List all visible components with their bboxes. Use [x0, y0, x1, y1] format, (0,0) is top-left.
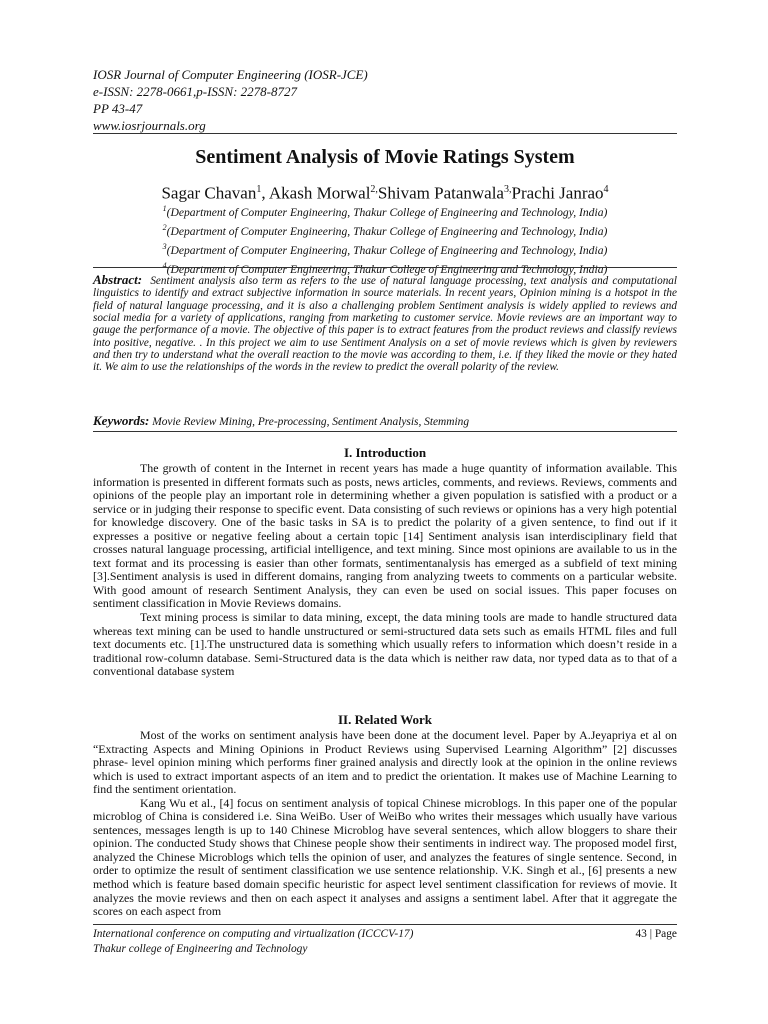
- related-work-body: [93, 729, 677, 919]
- author-superscript: 1: [256, 184, 262, 195]
- paragraph: Kang Wu et al., [4] focus on sentiment analysis of topical Chinese microblogs. In this paper one of the popular microblog of China is considered i.e. Sina WeiBo. User of WeiBo who writes their messages which usually have various sentences, messages length is up to 140 Chinese Microblog have several sentences, which allow bloggers to share their opinion. The conducted Study shows that Chinese people show their sentiments in indirect way. The proposed model first, analyzed the Chinese Microblogs which tells the opinion of user, and analyzes the features of single sentence. Second, in order to optimize the result of sentiment classification we use sentence relationship. V.K. Singh et al., [6] presents a new method which is feature based domain specific heuristic for aspect level sentiment classification for reviews of movie. It analyzes the movie reviews and then on each aspect it analyses and assigns a sentiment label. After that it aggregate the scores on each aspect from: [93, 795, 677, 919]
- footer-divider: [93, 924, 677, 925]
- affiliation-number: 2: [162, 222, 167, 232]
- author-name: Akash Morwal: [268, 183, 371, 203]
- author-name: Prachi Janrao: [511, 183, 604, 203]
- keywords-text: Movie Review Mining, Pre-processing, Sentiment Analysis, Stemming: [152, 416, 470, 428]
- affiliation-text: (Department of Computer Engineering, Thakur College of Engineering and Technology, India): [166, 224, 608, 238]
- affiliation: [93, 220, 677, 239]
- affiliation-text: (Department of Computer Engineering, Thakur College of Engineering and Technology, India): [166, 243, 608, 257]
- footer-conference: International conference on computing and virtualization (ICCCV-17): [93, 928, 414, 940]
- author-superscript: 3,: [503, 184, 512, 195]
- abstract-top-divider: [93, 267, 677, 268]
- journal-name: IOSR Journal of Computer Engineering (IOSR-JCE): [93, 67, 368, 82]
- affiliation-text: (Department of Computer Engineering, Thakur College of Engineering and Technology, India): [166, 262, 608, 276]
- affiliation: [93, 201, 677, 220]
- introduction-body: [93, 462, 677, 679]
- author-superscript: 4: [603, 184, 609, 195]
- author-superscript: 2,: [370, 184, 378, 195]
- paper-title: Sentiment Analysis of Movie Ratings System: [195, 146, 575, 168]
- journal-website: www.iosrjournals.org: [93, 118, 206, 133]
- author-name: Sagar Chavan: [161, 183, 257, 203]
- footer-college: Thakur college of Engineering and Technology: [93, 943, 308, 955]
- page-number: 43 | Page: [635, 928, 677, 940]
- affiliation-list: [93, 201, 677, 276]
- section-heading-related-work: II. Related Work: [337, 712, 432, 727]
- page-footer: [93, 927, 677, 957]
- keywords-block: [93, 413, 677, 430]
- journal-issn: e-ISSN: 2278-0661,p-ISSN: 2278-8727: [93, 84, 297, 99]
- paragraph: The growth of content in the Internet in recent years has made a huge quantity of information available. This information is presented in different formats such as posts, news articles, comments, and reviews. Reviews, comments and opinions of the people play an important role in determining whether a given population is satisfied with a product or a service or in judging their response to specific event. Data consisting of such reviews or opinions has a very high potential for knowledge discovery. One of the basic tasks in SA is to predict the polarity of a given sentence, to find out if it expresses a positive or negative feeling about a certain topic [14] Sentiment analysis isan interdisciplinary field that crosses natural language processing, artificial intelligence, and text mining. Since most opinions are available to us in the text format and its processing is easier than other formats, sentimentanalysis has emerged as a subfield of text mining [3].Sentiment analysis is used in different domains, ranging from analyzing tweets to comments on a particular website. With good amount of research Sentiment Analysis, they can even be used on social issues. This paper focuses on sentiment classification in Movie Reviews domains.: [93, 461, 677, 611]
- affiliation-text: (Department of Computer Engineering, Thakur College of Engineering and Technology, India): [166, 205, 608, 219]
- affiliation-number: 1: [162, 204, 167, 213]
- affiliation-number: 4: [162, 260, 167, 270]
- keywords-divider: [93, 431, 677, 432]
- paragraph: Most of the works on sentiment analysis have been done at the document level. Paper by A.Jeyapriya et al on “Extracting Aspects and Mining Opinions in Product Reviews using Supervised Learning Algorithm” [2] discusses phrase- level opinion mining which performs finer grained analysis and directly look at the opinion in the online reviews which is used to extract important aspects of an item and to predict the orientation. It makes use of Machine Learning to find the sentiment orientation.: [93, 728, 677, 797]
- section-heading-introduction: I. Introduction: [343, 445, 427, 460]
- abstract-text: Sentiment analysis also term as refers to the use of natural language processing, text analysis and computational linguistics to identify and extract subjective information in source materials. In recent years, Opinion mining is a hotspot in the field of natural language processing, and it is also a challenging problem Sentiment analysis is widely applied to reviews and social media for a variety of applications, ranging from marketing to customer service. Movie reviews are an important way to gauge the performance of a movie. The objective of this paper is to extract features from the product reviews and classify reviews into positive, negative. . In this project we aim to use Sentiment Analysis on a set of movie reviews which is given by reviewers and then try to understand what the overall reaction to the movie was according to them, i.e. if they liked the movie or they hated it. We aim to use the relationships of the words in the review to predict the overall polarity of the review.: [93, 275, 678, 374]
- author-separator: ,: [261, 183, 269, 203]
- journal-header: [93, 66, 683, 134]
- abstract-block: [93, 274, 677, 374]
- author-name: Shivam Patanwala: [377, 183, 504, 203]
- abstract-label: Abstract:: [93, 272, 143, 287]
- keywords-label: Keywords:: [93, 413, 150, 428]
- journal-pages: PP 43-47: [93, 101, 143, 116]
- header-divider: [93, 133, 677, 134]
- affiliation-number: 3: [162, 241, 167, 251]
- affiliation: [93, 239, 677, 258]
- paragraph: Text mining process is similar to data mining, except, the data mining tools are made to handle structured data whereas text mining can be used to handle unstructured or semi-structured data sets such as emails HTML files and full text documents etc. [1].The unstructured data is something which usually refers to information which doesn’t reside in a traditional row-column database. Semi-Structured data is the data which is neither raw data, nor typed data as to that of a conventional database system: [93, 610, 677, 679]
